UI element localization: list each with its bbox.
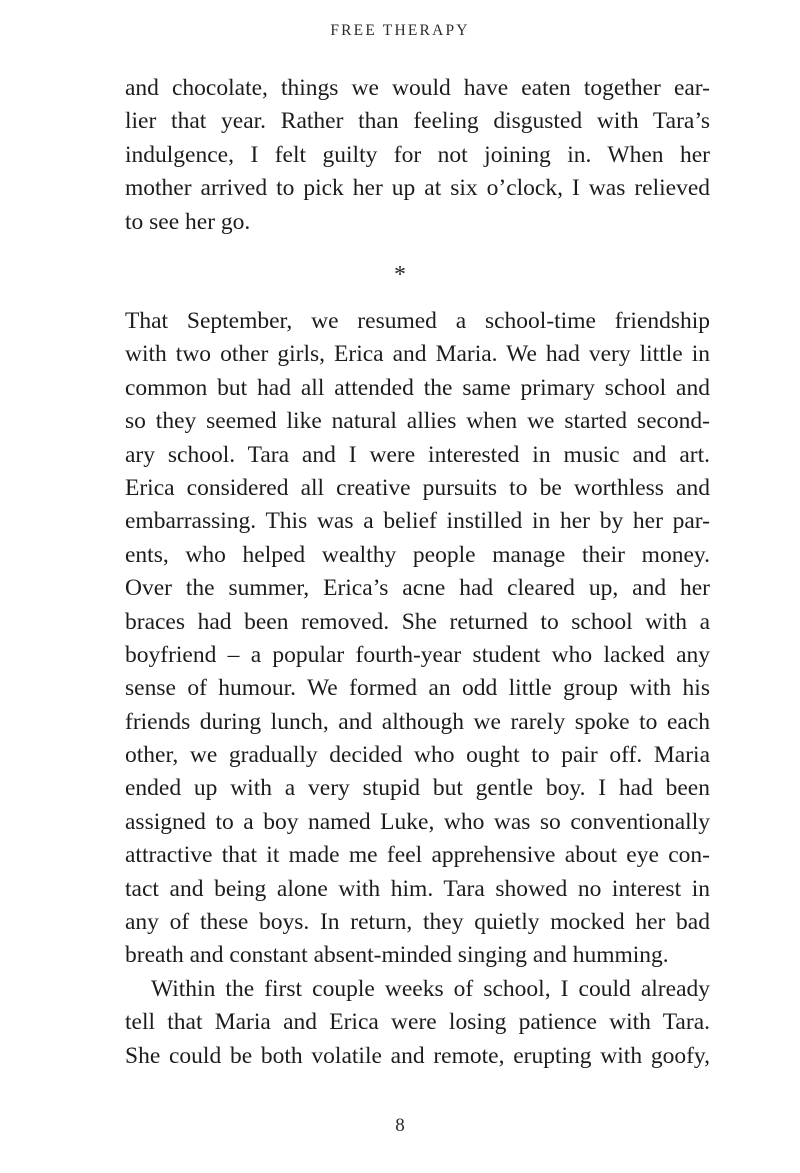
text-line: That September, we resumed a school-time friendship (125, 308, 710, 334)
text-line: tell that Maria and Erica were losing patience with Tara. (125, 1009, 710, 1036)
text-line: and chocolate, things we would have eaten together ear- (125, 75, 710, 101)
text-line: mother arrived to pick her up at six o’clock, I was relieved (125, 175, 710, 202)
text-line: so they seemed like natural allies when we started second- (125, 408, 710, 435)
text-line: Over the summer, Erica’s acne had cleared up, and her (125, 575, 710, 602)
text-line: lier that year. Rather than feeling disgusted with Tara’s (125, 108, 710, 135)
text-line: assigned to a boy named Luke, who was so conventionally (125, 808, 710, 835)
text-line: indulgence, I felt guilty for not joining in. When her (125, 141, 710, 168)
running-header: FREE THERAPY (330, 22, 470, 39)
text-line: sense of humour. We formed an odd little group with his (125, 675, 710, 702)
text-line: common but had all attended the same primary school and (125, 374, 710, 401)
text-line: attractive that it made me feel apprehensive about eye con- (125, 842, 710, 869)
text-line: any of these boys. In return, they quietly mocked her bad (125, 909, 710, 936)
text-line: braces had been removed. She returned to school with a (125, 608, 710, 635)
text-line: embarrassing. This was a belief instilled in her by her par- (125, 508, 710, 535)
body-text (125, 305, 710, 1073)
paragraph-continuation (125, 72, 710, 239)
text-line: tact and being alone with him. Tara showed no interest in (125, 875, 710, 902)
text-line: other, we gradually decided who ought to pair off. Maria (125, 742, 710, 769)
page-number: 8 (395, 1115, 405, 1136)
section-break-asterisk: * (394, 262, 406, 288)
text-line: breath and constant absent-minded singing and humming. (125, 942, 669, 969)
text-line: ary school. Tara and I were interested in music and art. (125, 441, 710, 468)
text-line: Erica considered all creative pursuits to be worthless and (125, 474, 710, 501)
text-line: boyfriend – a popular fourth-year student who lacked any (125, 641, 710, 668)
text-line: ents, who helped wealthy people manage their money. (125, 541, 710, 568)
text-line: ended up with a very stupid but gentle boy. I had been (125, 775, 710, 802)
text-line: She could be both volatile and remote, erupting with goofy, (125, 1042, 710, 1069)
text-line: with two other girls, Erica and Maria. We had very little in (125, 341, 710, 368)
text-line: Within the first couple weeks of school, I could already (151, 975, 710, 1002)
text-line: to see her go. (125, 208, 251, 235)
text-line: friends during lunch, and although we rarely spoke to each (125, 708, 710, 735)
